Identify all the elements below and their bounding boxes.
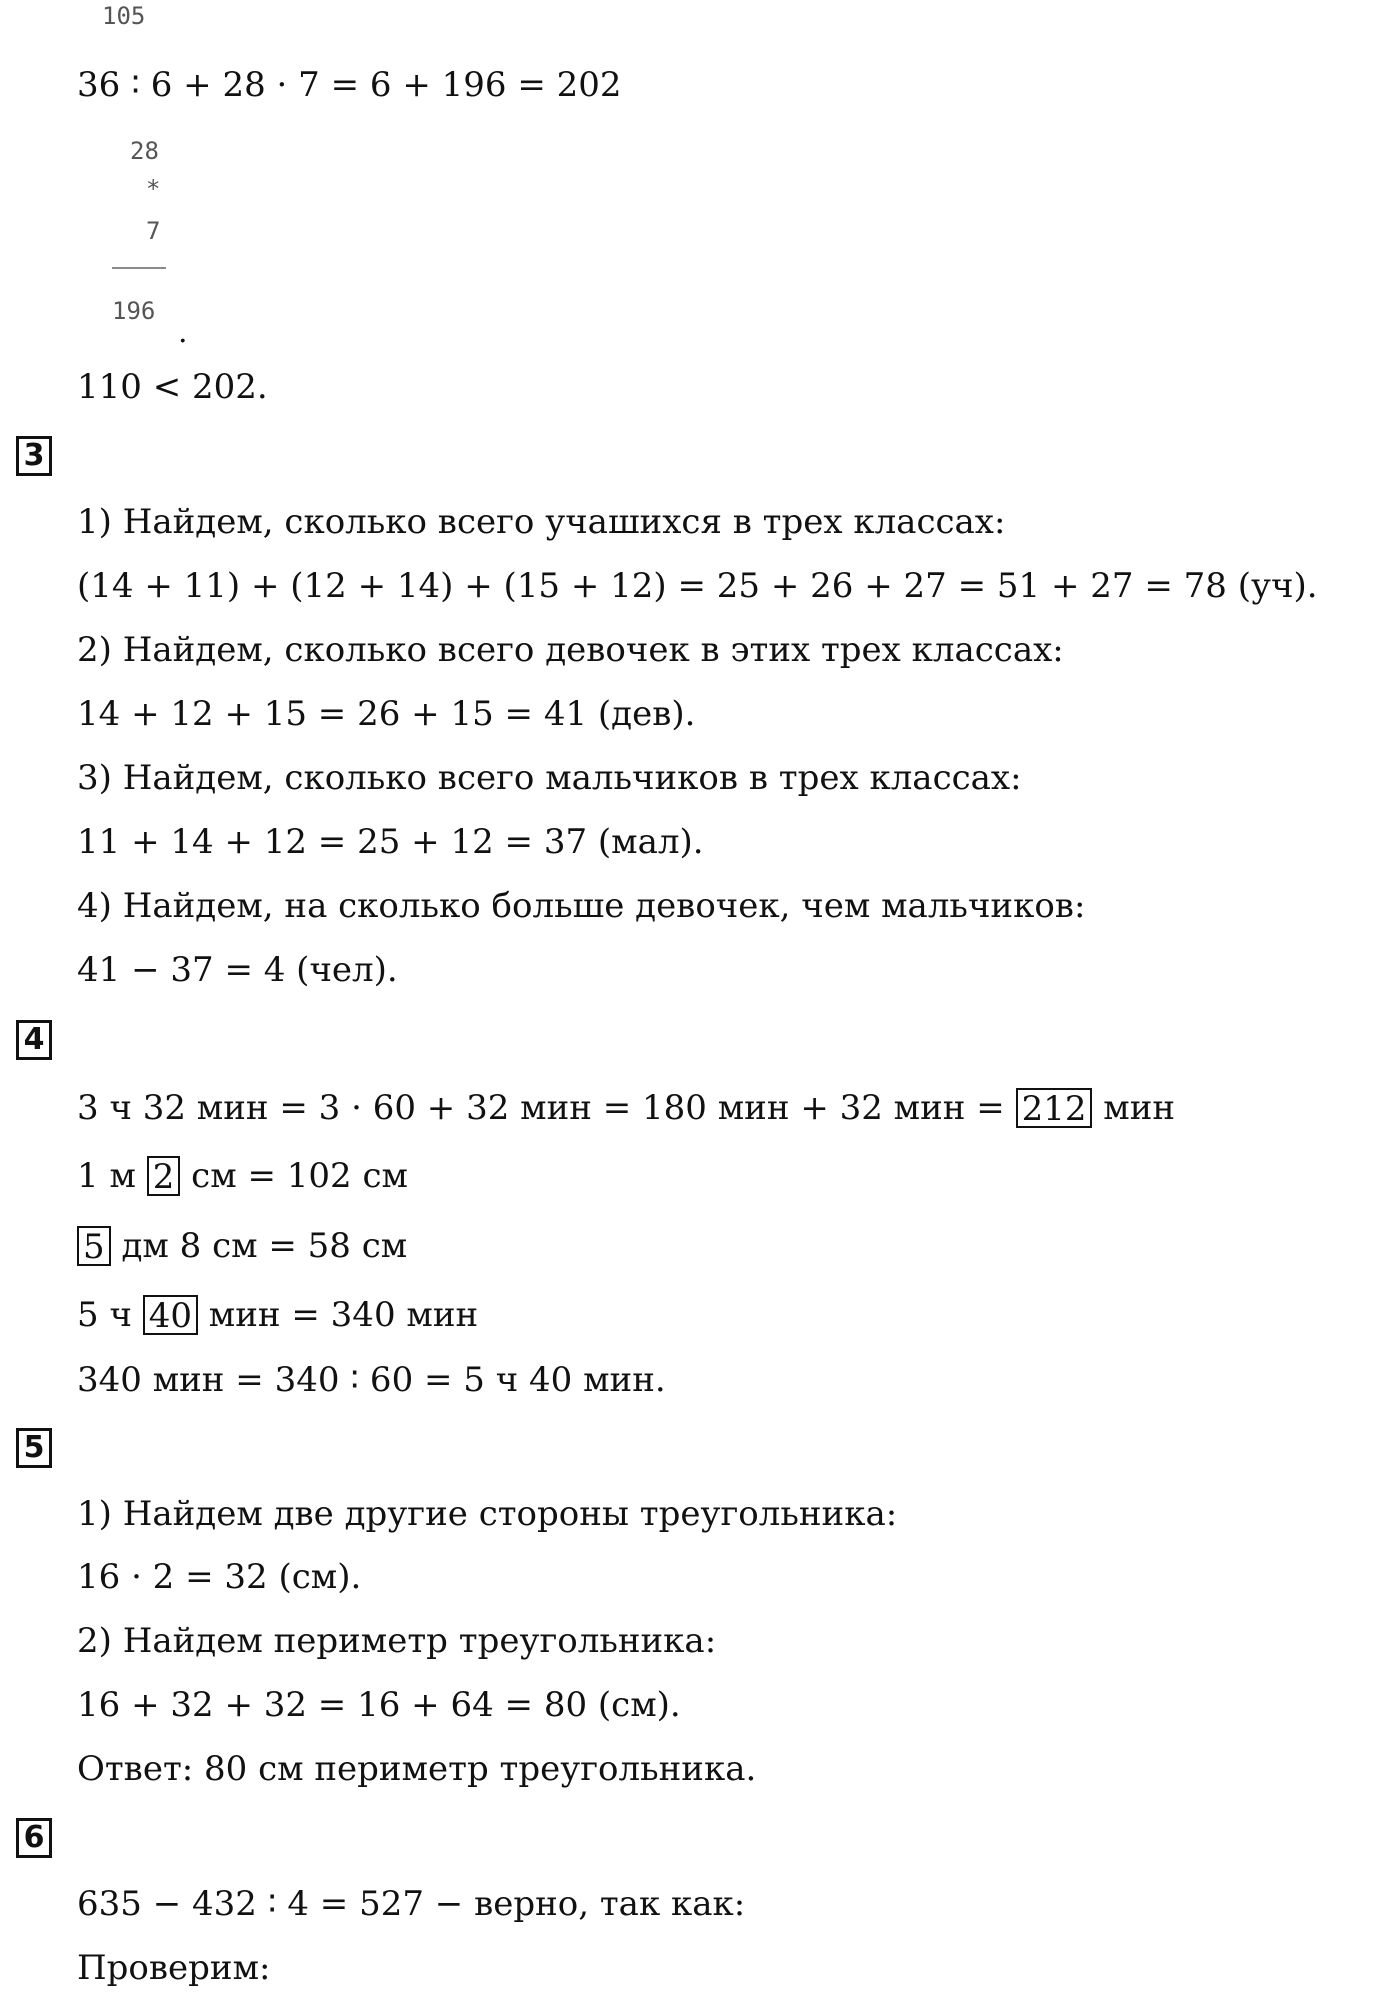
task4-row-text: мин [1092, 1088, 1176, 1128]
task-number-3: 3 [16, 436, 52, 476]
task3-line: 14 + 12 + 15 = 26 + 15 = 41 (дев). [77, 694, 696, 734]
answer-box: 5 [77, 1226, 111, 1266]
task6-line: Проверим: [77, 1948, 271, 1988]
task3-line: 11 + 14 + 12 = 25 + 12 = 37 (мал). [77, 822, 704, 862]
answer-box: 2 [147, 1156, 181, 1196]
task5-line: Ответ: 80 см периметр треугольника. [77, 1749, 757, 1789]
partial-result: 105 [102, 2, 146, 30]
task-number-6: 6 [16, 1818, 52, 1858]
task4-row [77, 1088, 1175, 1128]
task4-row-text: см = 102 см [180, 1156, 408, 1196]
task4-row-text: мин = 340 мин [198, 1295, 479, 1335]
answer-box: 212 [1016, 1088, 1093, 1128]
column-operand-b: 7 [146, 217, 161, 245]
task4-row [77, 1226, 407, 1266]
column-divider [112, 267, 166, 269]
column-period: . [178, 315, 188, 350]
task4-row [77, 1156, 408, 1196]
task5-line: 1) Найдем две другие стороны треугольника: [77, 1494, 898, 1534]
task4-row-text: 3 ч 32 мин = 3 · 60 + 32 мин = 180 мин + 32 мин = [77, 1088, 1016, 1128]
answer-box: 40 [143, 1295, 198, 1335]
task5-line: 2) Найдем периметр треугольника: [77, 1621, 717, 1661]
task4-row [77, 1295, 478, 1335]
task3-line: 3) Найдем, сколько всего мальчиков в трех классах: [77, 758, 1022, 798]
task4-row-text: дм 8 см = 58 см [110, 1226, 408, 1266]
column-result: 196 [112, 297, 156, 325]
task4-row-text: 5 ч [77, 1295, 143, 1335]
task3-line: 1) Найдем, сколько всего учашихся в трех классах: [77, 502, 1006, 542]
task4-row-text: 1 м [77, 1156, 147, 1196]
comparison-line: 110 < 202. [77, 367, 268, 407]
task4-row: 340 мин = 340 ∶ 60 = 5 ч 40 мин. [77, 1360, 666, 1400]
task3-line: (14 + 11) + (12 + 14) + (15 + 12) = 25 + 26 + 27 = 51 + 27 = 78 (уч). [77, 566, 1318, 606]
column-operator: * [146, 175, 161, 203]
task3-line: 41 − 37 = 4 (чел). [77, 950, 398, 990]
expression-line: 36 ∶ 6 + 28 · 7 = 6 + 196 = 202 [77, 65, 622, 105]
task-number-4: 4 [16, 1020, 52, 1060]
task5-line: 16 + 32 + 32 = 16 + 64 = 80 (см). [77, 1685, 681, 1725]
task3-line: 4) Найдем, на сколько больше девочек, чем мальчиков: [77, 886, 1086, 926]
task5-line: 16 · 2 = 32 (см). [77, 1557, 362, 1597]
task3-line: 2) Найдем, сколько всего девочек в этих трех классах: [77, 630, 1064, 670]
task-number-5: 5 [16, 1428, 52, 1468]
task6-line: 635 − 432 ∶ 4 = 527 − верно, так как: [77, 1884, 746, 1924]
column-operand-a: 28 [130, 137, 159, 165]
